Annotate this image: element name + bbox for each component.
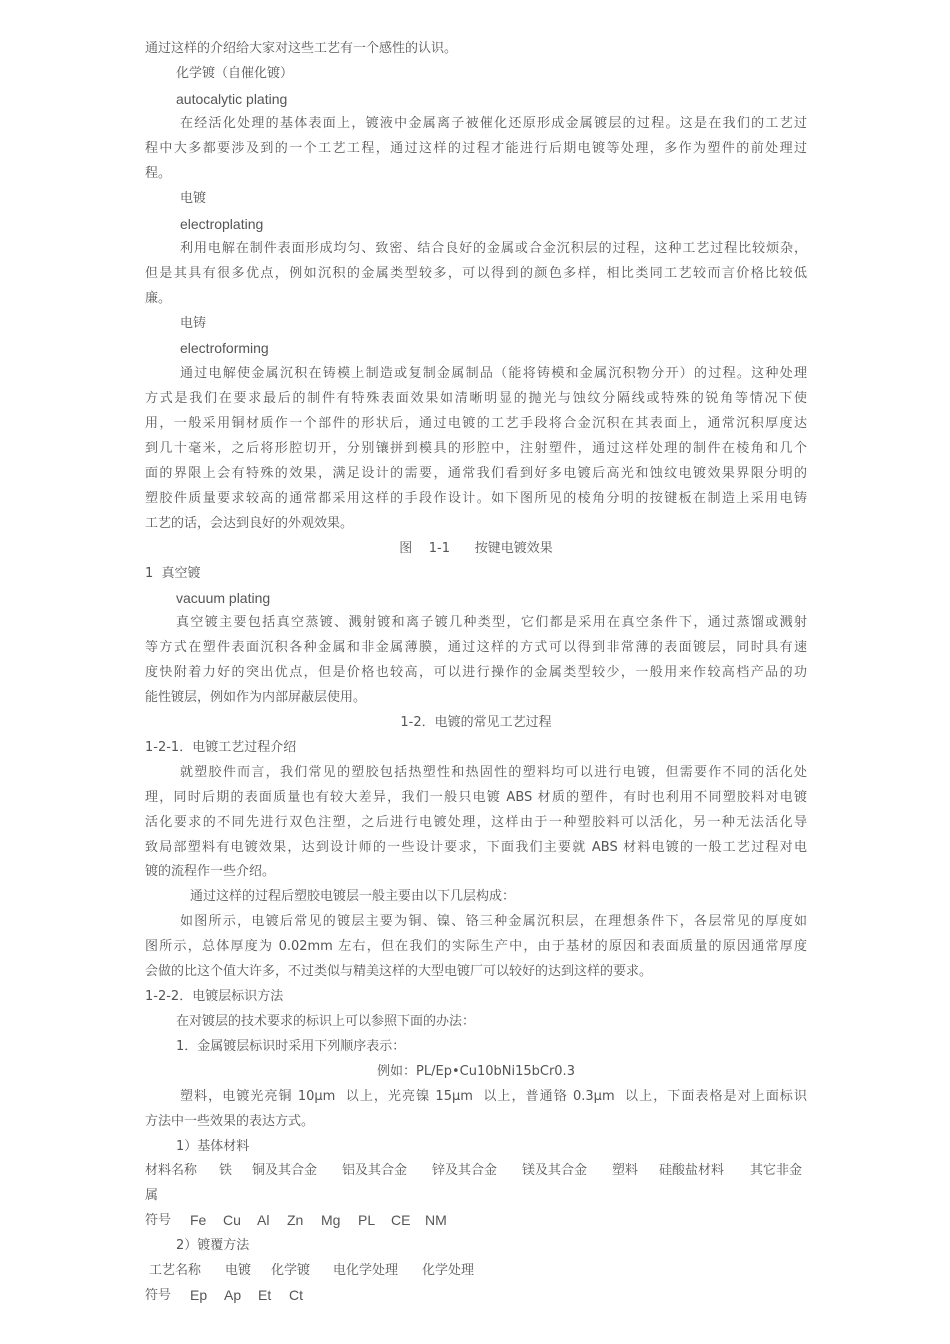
paragraph-line: 廉。 — [145, 291, 172, 306]
example-code: 例如：PL/Ep•Cu10bNi15bCr0.3 — [377, 1064, 575, 1079]
table-cell: 镁及其合金 — [522, 1163, 588, 1178]
table-cell: Et — [258, 1287, 272, 1303]
paragraph-line: 塑料，电镀光亮铜 10μm 以上，光亮镍 15μm 以上，普通铬 0.3μm 以上，下面表格是对上面标识 — [180, 1089, 807, 1104]
paragraph-line: 在经活化处理的基体表面上，镀液中金属离子被催化还原形成金属镀层的过程。这是在我们的工艺过 — [180, 116, 807, 131]
term-english-vacuum-plating: vacuum plating — [176, 590, 271, 606]
paragraph-line: 图所示，总体厚度为 0.02mm 左右，但在我们的实际生产中，由于基材的原因和表面质量的原因通常厚度 — [145, 939, 807, 954]
paragraph-line: 通过这样的介绍给大家对这些工艺有一个感性的认识。 — [145, 41, 458, 56]
paragraph-line: 程中大多都要涉及到的一个工艺工程，通过这样的过程才能进行后期电镀等处理，多作为塑件的前处理过 — [145, 141, 807, 156]
table-row-process-symbols — [145, 1283, 807, 1308]
table-cell: 塑料 — [612, 1163, 639, 1178]
paragraph-line: 方法中一些效果的表达方式。 — [145, 1114, 315, 1129]
paragraph-line: 致局部塑料有电镀效果，达到设计师的一些设计要求，下面我们主要就 ABS 材料电镀的一般工艺过程对电 — [145, 840, 807, 855]
paragraph-line: 面的界限上会有特殊的效果，满足设计的需要，通常我们看到好多电镀后高光和蚀纹电镀效果界限分明的 — [145, 466, 807, 481]
table-header-cell: 工艺名称 — [149, 1263, 202, 1278]
paragraph-line: 工艺的话，会达到良好的外观效果。 — [145, 516, 354, 531]
paragraph-line: 程。 — [145, 166, 172, 181]
table-cell: Fe — [190, 1212, 207, 1228]
paragraph-line: 通过这样的过程后塑胶电镀层一般主要由以下几层构成： — [190, 889, 516, 904]
paragraph-line: 用，一般采用铜材质作一个部件的形状后，通过电镀的工艺手段将合金沉积在其表面上，通常沉积厚度达 — [145, 416, 807, 431]
paragraph-line: 会做的比这个值大许多，不过类似与精美这样的大型电镀厂可以较好的达到这样的要求。 — [145, 964, 653, 979]
table-header-cell: 符号 — [145, 1213, 172, 1228]
paragraph-line: 利用电解在制件表面形成均匀、致密、结合良好的金属或合金沉积层的过程，这种工艺过程比较烦杂， — [180, 241, 807, 256]
table-cell: 锌及其合金 — [432, 1163, 498, 1178]
term-chinese-electroforming: 电铸 — [180, 316, 207, 331]
table-cell: Cu — [223, 1212, 241, 1228]
paragraph-line: 通过电解使金属沉积在铸模上制造或复制金属制品（能将铸模和金属沉积物分开）的过程。这种处理 — [180, 366, 807, 381]
table-header-cell: 材料名称 — [145, 1163, 198, 1178]
paragraph-line: 就塑胶件而言，我们常见的塑胶包括热塑性和热固性的塑料均可以进行电镀，但需要作不同的活化处 — [180, 765, 807, 780]
table-row-material-names — [145, 1158, 807, 1183]
section-heading: 1 真空镀 — [145, 566, 201, 581]
term-english-autocatalytic: autocalytic plating — [176, 91, 288, 107]
list-item: 1．金属镀层标识时采用下列顺序表示： — [176, 1039, 406, 1054]
subsection-heading: 1-2-2．电镀层标识方法 — [145, 989, 284, 1004]
paragraph-line: 能性镀层，例如作为内部屏蔽层使用。 — [145, 690, 367, 705]
paragraph-line: 镀的流程作一些介绍。 — [145, 864, 276, 879]
paragraph-line: 塑胶件质量要求较高的通常都采用这样的手段作设计。如下图所见的棱角分明的按键板在制造上采用电铸 — [145, 491, 807, 506]
table-cell: 铁 — [219, 1163, 233, 1178]
section-heading: 1-2．电镀的常见工艺过程 — [400, 715, 552, 730]
table-cell: 硅酸盐材料 — [659, 1163, 725, 1178]
table-cell: Al — [257, 1212, 270, 1228]
paragraph-line: 真空镀主要包括真空蒸镀、溅射镀和离子镀几种类型，它们都是采用在真空条件下，通过蒸馏或溅射 — [176, 615, 807, 630]
term-chinese-autocatalytic: 化学镀（自催化镀） — [176, 66, 294, 81]
paragraph-line: 在对镀层的技术要求的标识上可以参照下面的办法： — [176, 1014, 476, 1029]
term-english-electroplating: electroplating — [180, 216, 264, 232]
table-cell: 铜及其合金 — [252, 1163, 318, 1178]
table-cell: 化学镀 — [271, 1263, 311, 1278]
table-cell: 电镀 — [225, 1263, 252, 1278]
table-cell: 属 — [145, 1188, 159, 1203]
paragraph-line: 等方式在塑件表面沉积各种金属和非金属薄膜，通过这样的方式可以得到非常薄的表面镀层，同时具有速 — [145, 640, 807, 655]
table-row-wrap — [145, 1183, 807, 1208]
paragraph-line: 到几十毫米，之后将形腔切开，分别镶拼到模具的形腔中，注射塑件，通过这样处理的制件在棱角和几个 — [145, 441, 807, 456]
list-subheading-plating-method: 2）镀覆方法 — [176, 1238, 250, 1253]
term-chinese-electroplating: 电镀 — [180, 191, 207, 206]
term-english-electroforming: electroforming — [180, 340, 269, 356]
table-header-cell: 符号 — [145, 1288, 172, 1303]
table-cell: PL — [358, 1212, 376, 1228]
table-row-symbols — [145, 1208, 807, 1233]
table-cell: Ct — [289, 1287, 303, 1303]
table-cell: Mg — [321, 1212, 341, 1228]
table-cell: 铝及其合金 — [342, 1163, 408, 1178]
table-cell: CE — [391, 1212, 411, 1228]
table-row-process-names — [145, 1258, 807, 1283]
list-subheading-base-material: 1）基体材料 — [176, 1139, 250, 1154]
paragraph-line: 度快附着力好的突出优点，但是价格也较高，可以进行操作的金属类型较少，一般用来作较高档产品的功 — [145, 665, 807, 680]
table-cell: Zn — [287, 1212, 304, 1228]
paragraph-line: 如图所示，电镀后常见的镀层主要为铜、镍、铬三种金属沉积层，在理想条件下，各层常见的厚度如 — [180, 914, 807, 929]
paragraph-line: 活化要求的不同先进行双色注塑，之后进行电镀处理，这样由于一种塑胶料可以活化，另一种无法活化导 — [145, 815, 807, 830]
table-cell: 其它非金 — [750, 1163, 803, 1178]
table-cell: 化学处理 — [422, 1263, 475, 1278]
table-cell: Ep — [190, 1287, 208, 1303]
paragraph-line: 方式是我们在要求最后的制件有特殊表面效果如清晰明显的抛光与蚀纹分隔线或特殊的锐角等情况下使 — [145, 391, 807, 406]
table-cell: Ap — [224, 1287, 242, 1303]
table-cell: NM — [425, 1212, 447, 1228]
subsection-heading: 1-2-1．电镀工艺过程介绍 — [145, 740, 297, 755]
paragraph-line: 但是其具有很多优点，例如沉积的金属类型较多，可以得到的颜色多样，相比类同工艺较而言价格比较低 — [145, 266, 807, 281]
table-cell: 电化学处理 — [333, 1263, 399, 1278]
paragraph-line: 理，同时后期的表面质量也有较大差异，我们一般只电镀 ABS 材质的塑件，有时也利用不同塑胶料对电镀 — [145, 790, 807, 805]
figure-caption: 图 1-1 按键电镀效果 — [399, 541, 553, 556]
